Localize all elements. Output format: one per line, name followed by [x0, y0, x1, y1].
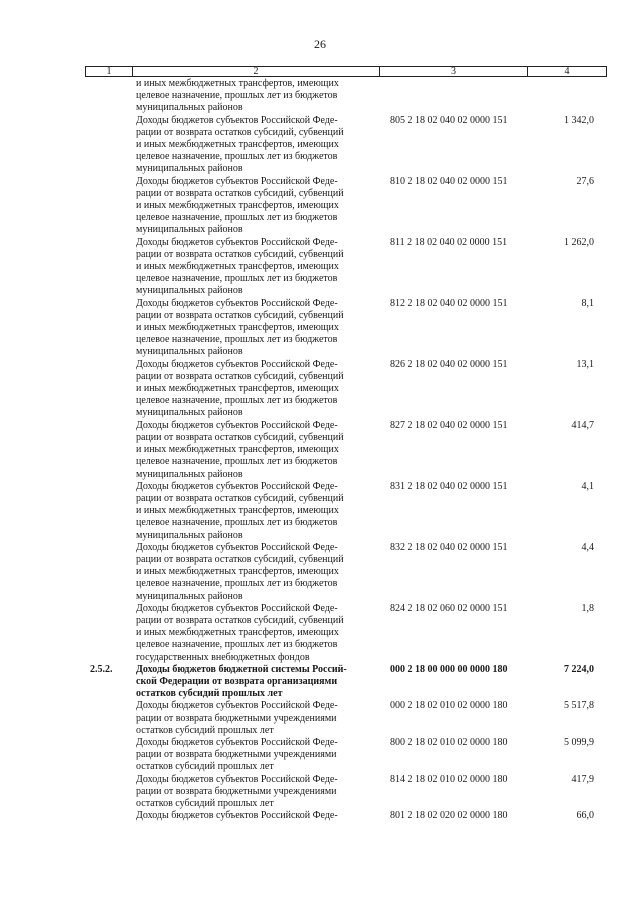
description-line: рации от возврата бюджетными учреждениями [136, 749, 337, 761]
amount-value: 1 262,0 [564, 236, 594, 248]
header-col-2: 2 [133, 67, 380, 76]
description-line: Доходы бюджетов субъектов Российской Феде- [136, 419, 338, 431]
row-number [85, 115, 136, 176]
table-row [85, 664, 607, 701]
description-line: Доходы бюджетов субъектов Российской Феде- [136, 175, 338, 187]
amount-value: 5 517,8 [564, 700, 594, 712]
row-number [85, 810, 136, 822]
amount-value: 66,0 [576, 810, 594, 822]
description-line: Доходы бюджетов субъектов Российской Феде- [136, 541, 338, 553]
table-row [85, 810, 607, 822]
description-line: Доходы бюджетов субъектов Российской Феде- [136, 810, 338, 822]
row-description [136, 78, 382, 115]
table-row [85, 603, 607, 664]
description-line: рации от возврата остатков субсидий, субвенций [136, 187, 344, 199]
table-row [85, 542, 607, 603]
description-line: ской Федерации от возврата организациями [136, 675, 338, 687]
description-line: рации от возврата остатков субсидий, субвенций [136, 492, 344, 504]
amount-value: 1 342,0 [564, 114, 594, 126]
budget-code [382, 78, 536, 115]
description-line: Доходы бюджетов субъектов Российской Феде- [136, 700, 338, 712]
table-row [85, 420, 607, 481]
description-line: и иных межбюджетных трансфертов, имеющих [136, 261, 339, 273]
amount-value: 414,7 [571, 419, 594, 431]
table-header [85, 66, 607, 77]
description-line: целевое назначение, прошлых лет из бюджетов [136, 273, 338, 285]
table-row [85, 359, 607, 420]
description-line: муниципальных районов [136, 590, 243, 602]
amount-value: 13,1 [576, 358, 594, 370]
row-number [85, 298, 136, 359]
amount-value: 1,8 [581, 602, 594, 614]
table-row [85, 115, 607, 176]
row-description [136, 359, 382, 420]
description-line: рации от возврата остатков субсидий, субвенций [136, 309, 344, 321]
description-line: целевое назначение, прошлых лет из бюджетов [136, 334, 338, 346]
description-line: целевое назначение, прошлых лет из бюджетов [136, 578, 338, 590]
row-number [85, 237, 136, 298]
budget-code: 824 2 18 02 060 02 0000 151 [390, 602, 508, 614]
row-number [85, 420, 136, 481]
table-row [85, 737, 607, 774]
row-number [85, 737, 136, 774]
description-line: муниципальных районов [136, 285, 243, 297]
amount-value: 27,6 [576, 175, 594, 187]
description-line: и иных межбюджетных трансфертов, имеющих [136, 322, 339, 334]
budget-code: 811 2 18 02 040 02 0000 151 [390, 236, 508, 248]
description-line: рации от возврата бюджетными учреждениями [136, 785, 337, 797]
row-description [136, 420, 382, 481]
table-row [85, 298, 607, 359]
row-number [85, 176, 136, 237]
description-line: государственных внебюджетных фондов [136, 651, 310, 663]
description-line: и иных межбюджетных трансфертов, имеющих [136, 139, 339, 151]
description-line: целевое назначение, прошлых лет из бюджетов [136, 395, 338, 407]
description-line: Доходы бюджетов бюджетной системы Россий- [136, 663, 347, 675]
row-number [85, 700, 136, 737]
budget-code: 831 2 18 02 040 02 0000 151 [390, 480, 508, 492]
description-line: целевое назначение, прошлых лет из бюджетов [136, 456, 338, 468]
description-line: рации от возврата остатков субсидий, субвенций [136, 614, 344, 626]
description-line: Доходы бюджетов субъектов Российской Феде- [136, 358, 338, 370]
row-description [136, 774, 382, 811]
description-line: рации от возврата остатков субсидий, субвенций [136, 431, 344, 443]
row-description [136, 542, 382, 603]
description-line: Доходы бюджетов субъектов Российской Феде- [136, 236, 338, 248]
amount-value: 5 099,9 [564, 736, 594, 748]
row-description [136, 603, 382, 664]
row-description [136, 737, 382, 774]
description-line: рации от возврата остатков субсидий, субвенций [136, 370, 344, 382]
budget-code: 814 2 18 02 010 02 0000 180 [390, 773, 508, 785]
description-line: Доходы бюджетов субъектов Российской Феде- [136, 602, 338, 614]
description-line: Доходы бюджетов субъектов Российской Феде- [136, 297, 338, 309]
budget-code: 805 2 18 02 040 02 0000 151 [390, 114, 508, 126]
table-row [85, 237, 607, 298]
budget-code: 000 2 18 00 000 00 0000 180 [390, 663, 508, 675]
row-number [85, 542, 136, 603]
description-line: и иных межбюджетных трансфертов, имеющих [136, 200, 339, 212]
description-line: рации от возврата бюджетными учреждениями [136, 712, 337, 724]
amount-value: 8,1 [581, 297, 594, 309]
row-description [136, 115, 382, 176]
row-description [136, 176, 382, 237]
description-line: муниципальных районов [136, 529, 243, 541]
header-col-1: 1 [86, 67, 133, 76]
description-line: муниципальных районов [136, 224, 243, 236]
amount-value: 4,1 [581, 480, 594, 492]
table-row [85, 700, 607, 737]
budget-code: 800 2 18 02 010 02 0000 180 [390, 736, 508, 748]
description-line: целевое назначение, прошлых лет из бюджетов [136, 639, 338, 651]
row-number [85, 603, 136, 664]
description-line: рации от возврата остатков субсидий, субвенций [136, 248, 344, 260]
description-line: и иных межбюджетных трансфертов, имеющих [136, 444, 339, 456]
row-number [85, 78, 136, 115]
row-number: 2.5.2. [90, 663, 113, 675]
row-description [136, 810, 382, 822]
budget-code: 801 2 18 02 020 02 0000 180 [390, 810, 508, 822]
description-line: рации от возврата остатков субсидий, субвенций [136, 126, 344, 138]
description-line: муниципальных районов [136, 102, 243, 114]
description-line: Доходы бюджетов субъектов Российской Феде- [136, 773, 338, 785]
amount-value: 7 224,0 [564, 663, 594, 675]
description-line: муниципальных районов [136, 468, 243, 480]
budget-code: 827 2 18 02 040 02 0000 151 [390, 419, 508, 431]
description-line: остатков субсидий прошлых лет [136, 761, 274, 773]
row-number [85, 774, 136, 811]
table-row [85, 176, 607, 237]
header-col-4: 4 [564, 66, 570, 77]
description-line: остатков субсидий прошлых лет [136, 688, 283, 700]
row-description [136, 298, 382, 359]
page-number: 26 [314, 37, 326, 51]
description-line: Доходы бюджетов субъектов Российской Феде- [136, 736, 338, 748]
description-line: целевое назначение, прошлых лет из бюджетов [136, 517, 338, 529]
budget-code: 000 2 18 02 010 02 0000 180 [390, 700, 508, 712]
row-description [136, 481, 382, 542]
amount-value [536, 78, 607, 115]
row-description [136, 664, 382, 701]
row-number [85, 359, 136, 420]
table-body [85, 78, 607, 822]
description-line: Доходы бюджетов субъектов Российской Феде- [136, 480, 338, 492]
description-line: и иных межбюджетных трансфертов, имеющих [136, 627, 339, 639]
description-line: муниципальных районов [136, 407, 243, 419]
row-description [136, 700, 382, 737]
description-line: Доходы бюджетов субъектов Российской Феде- [136, 114, 338, 126]
budget-code: 826 2 18 02 040 02 0000 151 [390, 358, 508, 370]
description-line: целевое назначение, прошлых лет из бюджетов [136, 90, 338, 102]
budget-code: 810 2 18 02 040 02 0000 151 [390, 175, 508, 187]
description-line: целевое назначение, прошлых лет из бюджетов [136, 151, 338, 163]
row-description [136, 237, 382, 298]
description-line: остатков субсидий прошлых лет [136, 724, 274, 736]
description-line: и иных межбюджетных трансфертов, имеющих [136, 383, 339, 395]
amount-value: 4,4 [581, 541, 594, 553]
row-number [85, 481, 136, 542]
header-col-3: 3 [380, 67, 528, 76]
description-line: муниципальных районов [136, 163, 243, 175]
description-line: муниципальных районов [136, 346, 243, 358]
description-line: рации от возврата остатков субсидий, субвенций [136, 553, 344, 565]
description-line: остатков субсидий прошлых лет [136, 797, 274, 809]
description-line: и иных межбюджетных трансфертов, имеющих [136, 505, 339, 517]
table-row [85, 774, 607, 811]
description-line: и иных межбюджетных трансфертов, имеющих [136, 78, 339, 89]
description-line: и иных межбюджетных трансфертов, имеющих [136, 566, 339, 578]
amount-value: 417,9 [571, 773, 594, 785]
budget-code: 812 2 18 02 040 02 0000 151 [390, 297, 508, 309]
table-row [85, 481, 607, 542]
table-row [85, 78, 607, 115]
description-line: целевое назначение, прошлых лет из бюджетов [136, 212, 338, 224]
budget-code: 832 2 18 02 040 02 0000 151 [390, 541, 508, 553]
